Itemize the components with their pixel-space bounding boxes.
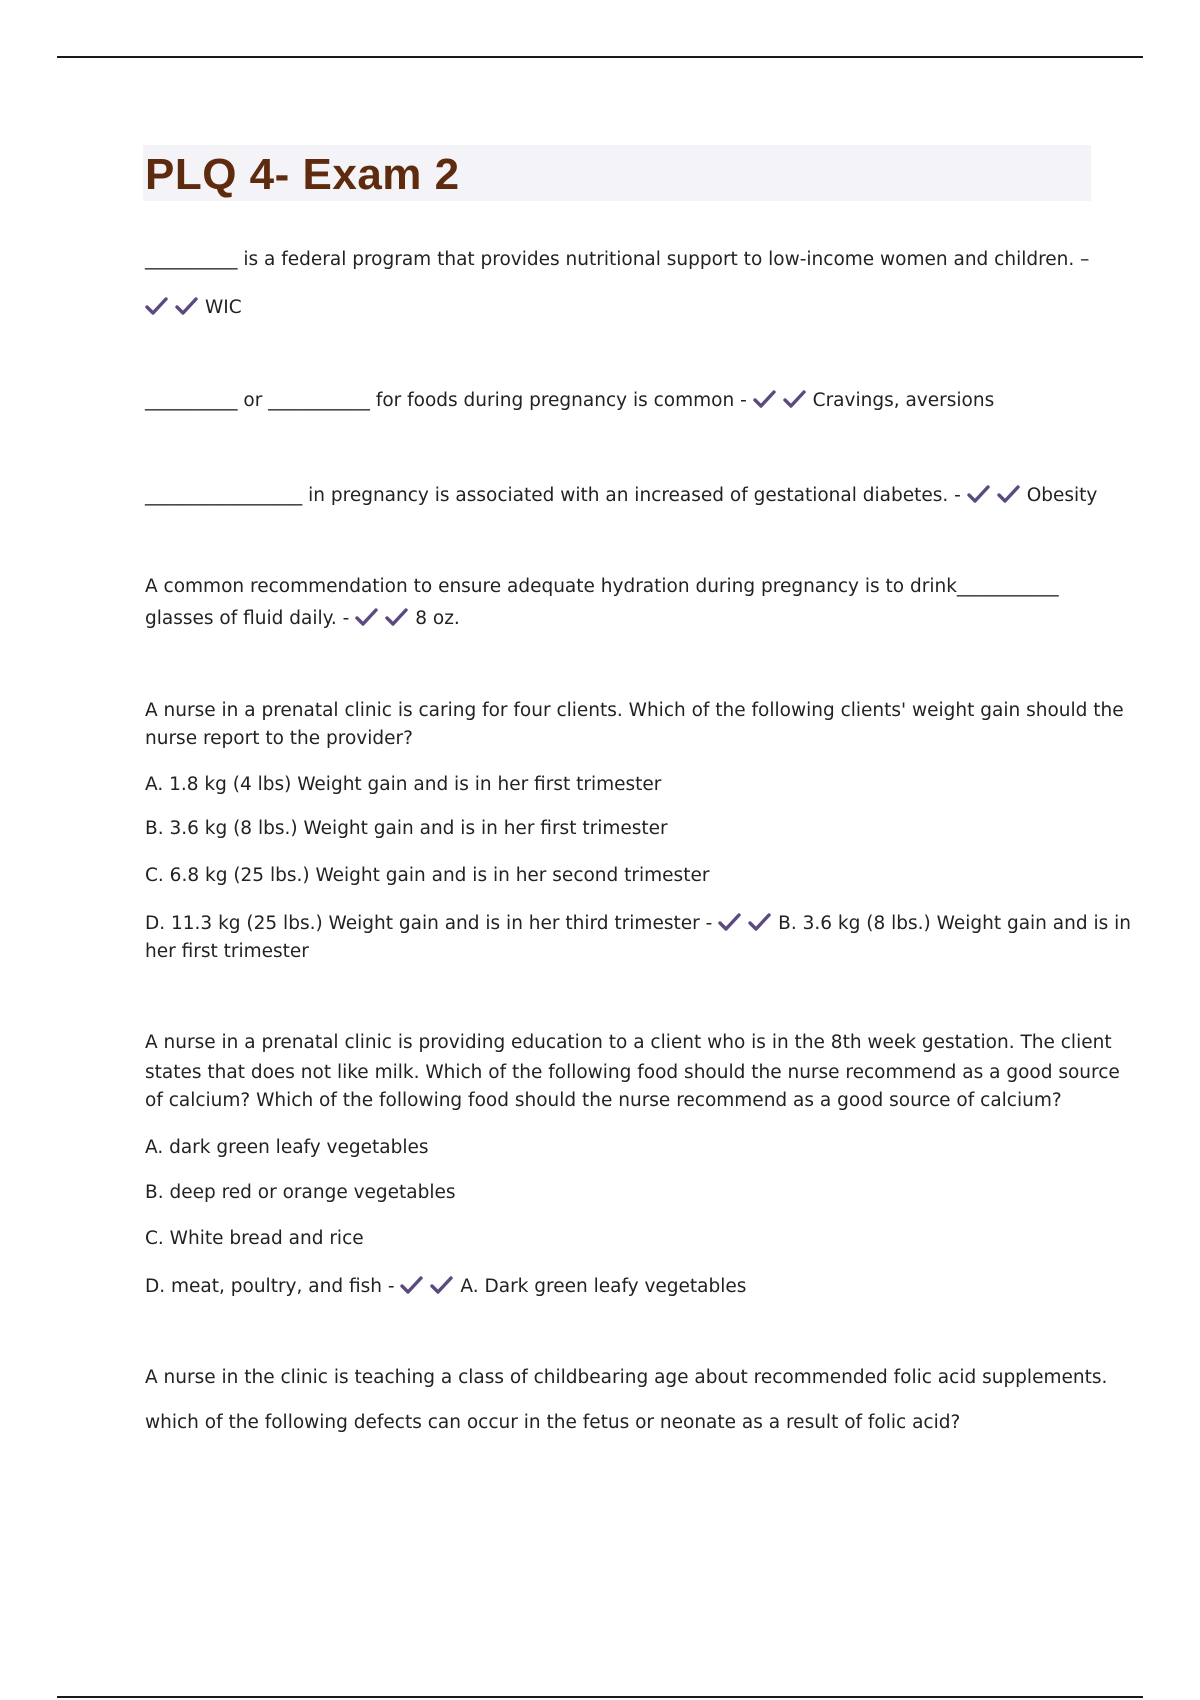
check-mark-icon — [718, 912, 741, 932]
q7-stem-line1: A nurse in the clinic is teaching a class of childbearing age about recommended folic acid supplements. — [145, 1367, 1108, 1388]
q4-answer: 8 oz. — [415, 608, 460, 629]
q4-answer-line — [145, 605, 1090, 633]
check-mark-icon — [385, 607, 408, 627]
q6-stem-line1: A nurse in a prenatal clinic is providing education to a client who is in the 8th week gestation. The client — [145, 1032, 1112, 1053]
q5-stem-line2: nurse report to the provider? — [145, 728, 413, 749]
q6-option-a: A. dark green leafy vegetables — [145, 1137, 429, 1158]
q4-prompt-cont: glasses of fluid daily. - — [145, 608, 350, 629]
q6-option-d-line — [145, 1273, 1090, 1301]
q5-option-b: B. 3.6 kg (8 lbs.) Weight gain and is in her first trimester — [145, 818, 668, 839]
q5-option-c: C. 6.8 kg (25 lbs.) Weight gain and is in her second trimester — [145, 865, 710, 886]
q2-line — [145, 387, 1090, 415]
check-mark-icon — [175, 296, 198, 316]
q3-prompt: _________________ in pregnancy is associated with an increased of gestational diabetes. - — [145, 485, 961, 506]
q5-answer: B. 3.6 kg (8 lbs.) Weight gain and is in — [778, 913, 1131, 934]
check-mark-icon — [783, 389, 806, 409]
q5-option-d-line — [145, 910, 1131, 938]
q6-stem-line3: of calcium? Which of the following food should the nurse recommend as a good source of calcium? — [145, 1090, 1062, 1111]
q5-answer-cont: her first trimester — [145, 941, 309, 962]
q5-stem-line1: A nurse in a prenatal clinic is caring for four clients. Which of the following clients' weight gain should the — [145, 700, 1124, 721]
q6-option-c: C. White bread and rice — [145, 1228, 364, 1249]
check-mark-icon — [748, 912, 771, 932]
q6-option-b: B. deep red or orange vegetables — [145, 1182, 456, 1203]
q7-stem-line2: which of the following defects can occur in the fetus or neonate as a result of folic acid? — [145, 1412, 961, 1433]
check-mark-icon — [997, 484, 1020, 504]
q2-prompt: __________ or ___________ for foods during pregnancy is common - — [145, 390, 747, 411]
check-mark-icon — [355, 607, 378, 627]
bottom-rule — [57, 1696, 1143, 1698]
check-mark-icon — [145, 296, 168, 316]
q2-answer: Cravings, aversions — [812, 390, 995, 411]
page-title: PLQ 4- Exam 2 — [145, 150, 460, 199]
q4-prompt: A common recommendation to ensure adequate hydration during pregnancy is to drink___________ — [145, 576, 1059, 597]
q1-answer-line — [145, 294, 1090, 322]
q1-answer: WIC — [205, 297, 242, 318]
q1-prompt: __________ is a federal program that provides nutritional support to low-income women and children. – — [145, 249, 1090, 270]
check-mark-icon — [400, 1275, 423, 1295]
check-mark-icon — [430, 1275, 453, 1295]
q3-line — [145, 482, 1098, 510]
q6-option-d: D. meat, poultry, and fish - — [145, 1276, 395, 1297]
check-mark-icon — [753, 389, 776, 409]
q5-option-a: A. 1.8 kg (4 lbs) Weight gain and is in her first trimester — [145, 774, 662, 795]
check-mark-icon — [967, 484, 990, 504]
q5-option-d: D. 11.3 kg (25 lbs.) Weight gain and is in her third trimester - — [145, 913, 713, 934]
q6-answer: A. Dark green leafy vegetables — [460, 1276, 747, 1297]
q6-stem-line2: states that does not like milk. Which of the following food should the nurse recommend as a good source — [145, 1062, 1120, 1083]
top-rule — [57, 56, 1143, 58]
q3-answer: Obesity — [1026, 485, 1098, 506]
